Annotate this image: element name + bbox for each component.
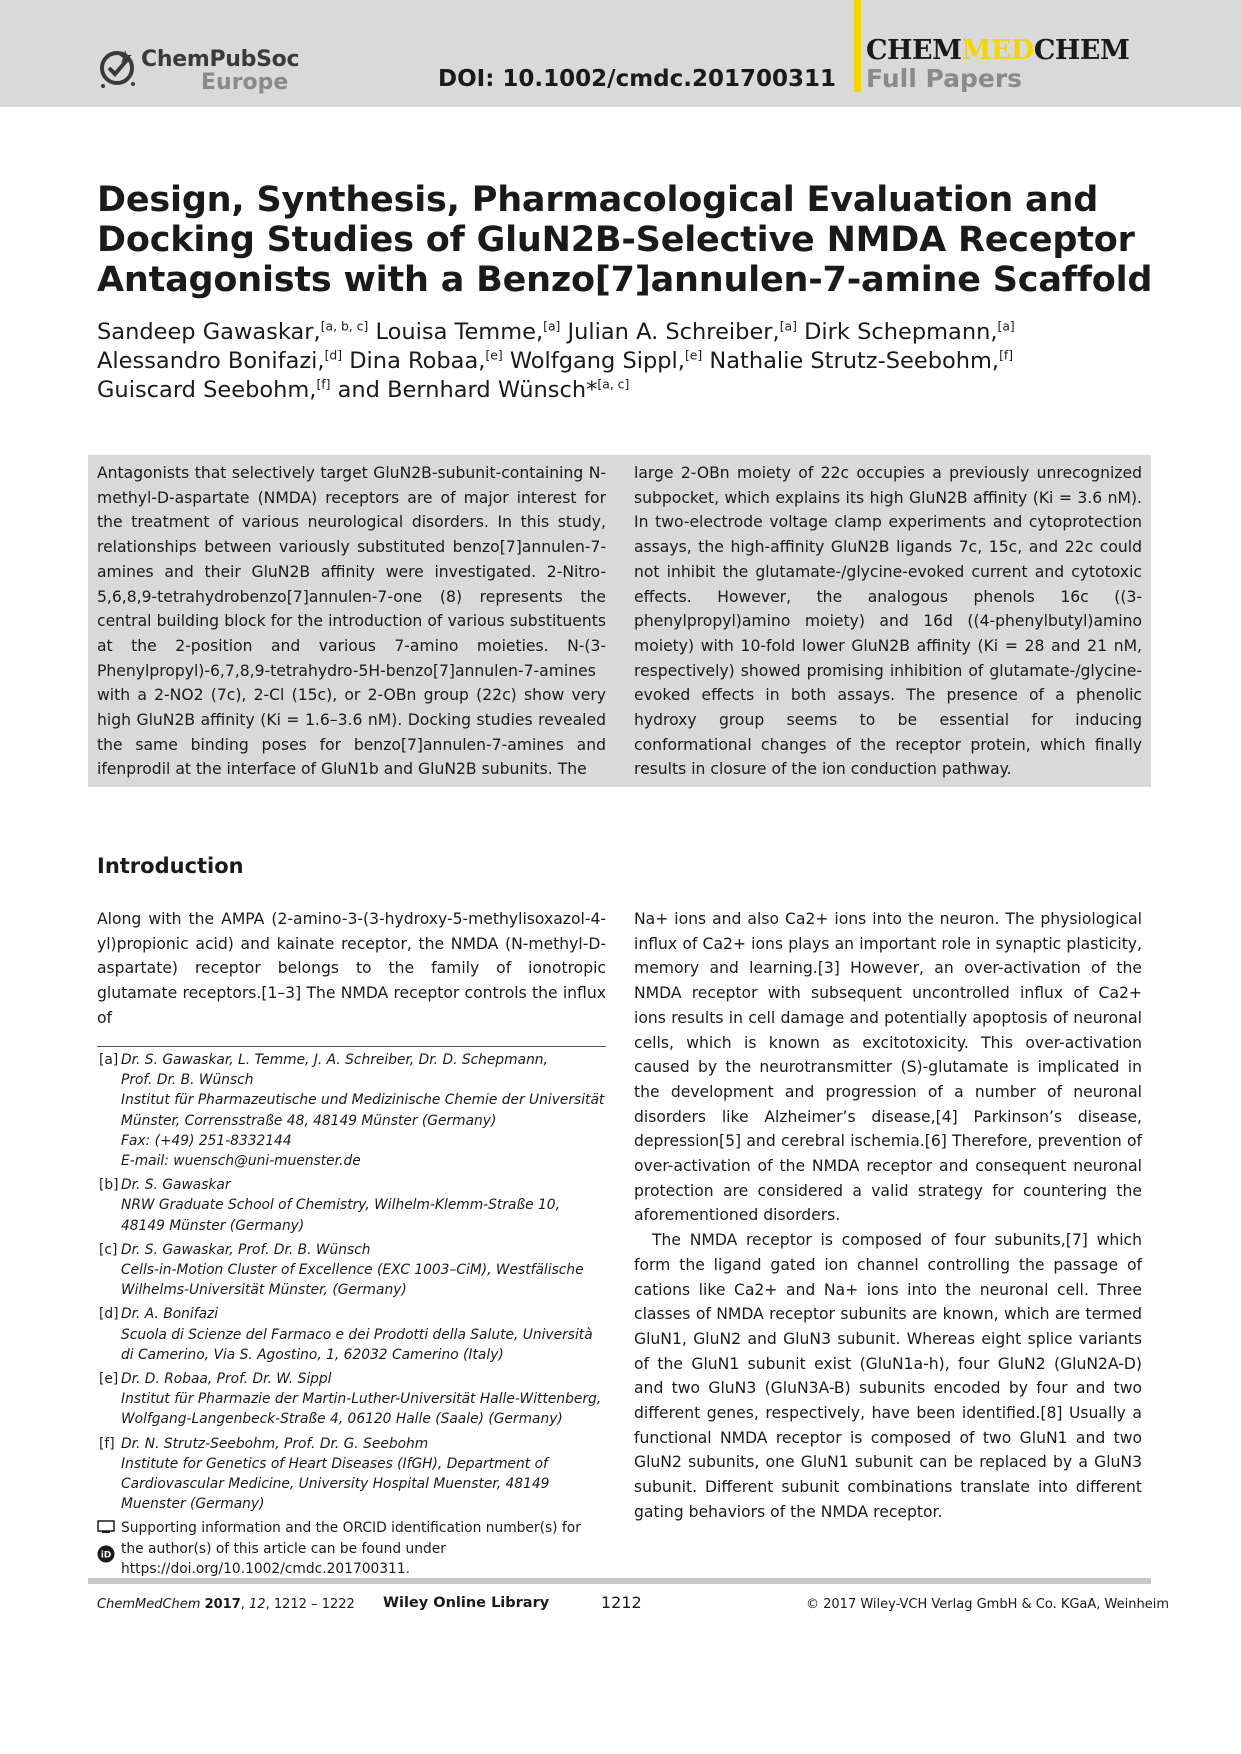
author: Julian A. Schreiber,[a] — [567, 319, 797, 345]
intro-paragraph-left: Along with the AMPA (2-amino-3-(3-hydroxy-5-methylisoxazol-4-yl)propionic acid) and kainate receptor, the NMDA (N-methyl-D-aspartate) receptor belongs to the family of ionotropic glutamate receptors.[1–3] The NMDA receptor controls the influx of — [97, 910, 606, 1027]
author: Guiscard Seebohm,[f] — [97, 377, 331, 403]
orcid-icon[interactable] — [97, 1545, 115, 1563]
author: Dirk Schepmann,[a] — [804, 319, 1015, 345]
citation: ChemMedChem 2017, 12, 1212 – 1222 — [97, 1597, 355, 1612]
affiliations-divider — [97, 1046, 606, 1047]
email-link[interactable]: E-mail: wuensch@uni-muenster.de — [121, 1153, 361, 1170]
journal-name-part1: CHEM — [866, 35, 962, 66]
journal-header — [0, 0, 1241, 107]
author: Louisa Temme,[a] — [375, 319, 561, 345]
author: Alessandro Bonifazi,[d] — [97, 348, 343, 374]
abstract-paragraph-2: large 2-OBn moiety of 22c occupies a previously unrecognized subpocket, which explains its high GluN2B affinity (Ki = 3.6 nM). In two-electrode voltage clamp experiments and cytoprotection assays, the high-affinity GluN2B ligands 7c, 15c, and 22c could not inhibit the glutamate-/glycine-evoked current and cytotoxic effects. However, the analogous phenols 16c ((3-phenylpropyl)amino moiety) and 16d ((4-phenylbutyl)amino moiety) with 10-fold lower GluN2B affinity (Ki = 28 and 21 nM, respectively) showed promising inhibition of glutamate-/glycine-evoked effects in both assays. The presence of a phenolic hydroxy group seems to be essential for inducing conformational changes of the receptor protein, which finally results in closure of the ion conduction pathway. — [634, 464, 1142, 779]
author: and Bernhard Wünsch*[a, c] — [337, 377, 630, 403]
author: Sandeep Gawaskar,[a, b, c] — [97, 319, 369, 345]
author: Nathalie Strutz-Seebohm,[f] — [709, 348, 1014, 374]
affiliations — [97, 1050, 606, 1579]
affiliation-d: [d] Dr. A. Bonifazi Scuola di Scienze del Farmaco e dei Prodotti della Salute, Università di Camerino, Via S. Agostino, 1, 62032 Camerino (Italy) — [99, 1306, 593, 1363]
supporting-info-text[interactable]: Supporting information and the ORCID identification number(s) for the author(s) of this article can be found under https://doi.org/10.1002/cmdc.201700311. — [121, 1520, 581, 1577]
article-title: Design, Synthesis, Pharmacological Evaluation and Docking Studies of GluN2B-Selective NMDA Receptor Antagonists with a Benzo[7]annulen-7-amine Scaffold — [97, 180, 1153, 300]
supporting-information — [97, 1518, 606, 1579]
doi-label[interactable]: DOI: 10.1002/cmdc.201700311 — [438, 66, 837, 92]
computer-icon — [97, 1520, 115, 1534]
intro-column-right — [634, 907, 1142, 1525]
author-list — [97, 318, 1157, 405]
wiley-online-library-link[interactable]: Wiley Online Library — [383, 1595, 550, 1611]
journal-name-part3: CHEM — [1033, 35, 1130, 66]
copyright: © 2017 Wiley-VCH Verlag GmbH & Co. KGaA, Weinheim — [806, 1597, 1170, 1612]
affiliation-a: [a] Dr. S. Gawaskar, L. Temme, J. A. Schreiber, Dr. D. Schepmann, Prof. Dr. B. Wünsch Institut für Pharmazeutische und Medizinische Chemie der Universität Münster, Corrensstraße 48, 48149 Münster (Germany) Fax: (+49) 251-8332144 E-mail: wuensch@uni-muenster.de — [97, 1050, 606, 1171]
section-label: Full Papers — [866, 64, 1023, 93]
abstract-paragraph-1: Antagonists that selectively target GluN2B-subunit-containing N-methyl-D-aspartate (NMDA) receptors are of major interest for the treatment of various neurological disorders. In this study, relationships between variously substituted benzo[7]annulen-7-amines and their GluN2B affinity were investigated. 2-Nitro-5,6,8,9-tetrahydrobenzo[7]annulen-7-one (8) represents the central building block for the introduction of various substituents at the 2-position and various 7-amino moieties. N-(3-Phenylpropyl)-6,7,8,9-tetrahydro-5H-benzo[7]annulen-7-amines with a 2-NO2 (7c), 2-Cl (15c), or 2-OBn group (22c) show very high GluN2B affinity (Ki = 1.6–3.6 nM). Docking studies revealed the same binding poses for benzo[7]annulen-7-amines and ifenprodil at the interface of GluN1b and GluN2B subunits. The — [97, 464, 606, 779]
affiliation-e: [e] Dr. D. Robaa, Prof. Dr. W. Sippl Institut für Pharmazie der Martin-Luther-Universität Halle-Wittenberg, Wolfgang-Langenbeck-Straße 4, 06120 Halle (Saale) (Germany) — [99, 1371, 602, 1428]
journal-name — [866, 35, 1129, 66]
logo-text-europe: Europe — [201, 70, 289, 95]
intro-paragraph-right-2: The NMDA receptor is composed of four subunits,[7] which form the ligand gated ion channel controlling the passage of cations like Ca2+ and Na+ ions into the neuronal cell. Three classes of NMDA receptor subunits are known, which are termed GluN1, GluN2 and GluN3 subunit. Whereas eight splice variants of the GluN1 subunit exist (GluN1a-h), four GluN2 (GluN2A-D) and two GluN3 (GluN3A-B) subunits encoded by four and two different genes, respectively, have been identified.[8] Usually a functional NMDA receptor is composed of two GluN1 and two GluN2 subunits, one GluN1 subunit can be replaced by a GluN3 subunit. Different subunit combinations translate into different gating behaviors of the NMDA receptor. — [634, 1231, 1142, 1521]
affiliation-b: [b] Dr. S. Gawaskar NRW Graduate School of Chemistry, Wilhelm-Klemm-Straße 10, 48149 Münster (Germany) — [99, 1177, 560, 1234]
intro-paragraph-right-1: Na+ ions and also Ca2+ ions into the neuron. The physiological influx of Ca2+ ions plays an important role in synaptic plasticity, memory and learning.[3] However, an over-activation of the NMDA receptor with subsequent uncontrolled influx of Ca2+ ions results in cell damage and potentially apoptosis of neuronal cells, which is known as excitotoxicity. This over-activation caused by the neurotransmitter (S)-glutamate is implicated in the development and progression of a number of neuronal disorders like Alzheimer’s disease,[4] Parkinson’s disease, depression[5] and cerebral ischemia.[6] Therefore, prevention of over-activation of the NMDA receptor and consequent neuronal protection are considered a valid strategy for countering the aforementioned disorders. — [634, 910, 1142, 1225]
section-heading-introduction: Introduction — [97, 854, 244, 878]
chempubsoc-logo — [97, 44, 300, 96]
affiliation-f: [f] Dr. N. Strutz-Seebohm, Prof. Dr. G. Seebohm Institute for Genetics of Heart Diseases (IfGH), Department of Cardiovascular Medicine, University Hospital Muenster, 48149 Muenster (Germany) — [99, 1435, 550, 1513]
footer-divider — [88, 1578, 1151, 1584]
author: Dina Robaa,[e] — [349, 348, 503, 374]
journal-name-part2: MED — [961, 35, 1034, 66]
page-number: 1212 — [601, 1593, 642, 1612]
chempubsoc-logo-icon — [97, 46, 141, 90]
brand-accent-bar — [854, 0, 861, 92]
support-icons — [97, 1520, 115, 1568]
orcid-icon-label: iD — [100, 1550, 112, 1561]
author: Wolfgang Sippl,[e] — [509, 348, 703, 374]
affiliation-c: [c] Dr. S. Gawaskar, Prof. Dr. B. Wünsch Cells-in-Motion Cluster of Excellence (EXC 1003–CiM), Westfälische Wilhelms-Universität Münster, (Germany) — [99, 1241, 584, 1299]
logo-text-chempubsoc: ChemPubSoc — [141, 47, 300, 72]
